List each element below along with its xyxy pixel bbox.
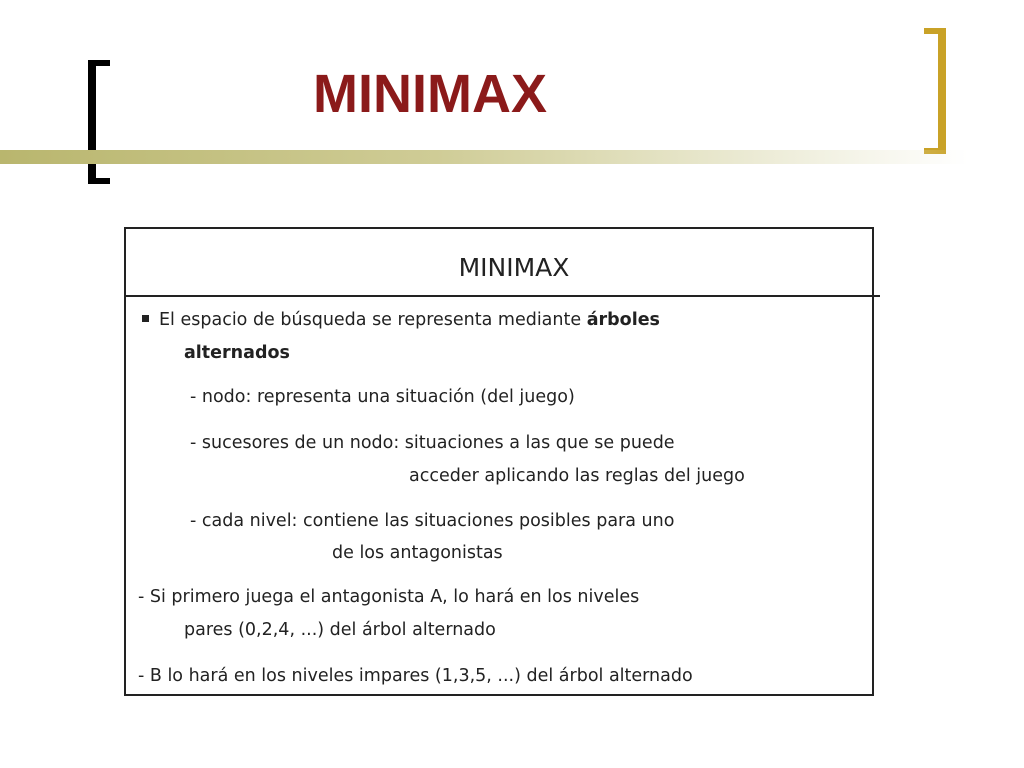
bullet-line-primero: - Si primero juega el antagonista A, lo hará en los niveles bbox=[138, 587, 640, 607]
content-box bbox=[124, 227, 874, 696]
title-underline-bar bbox=[0, 150, 968, 164]
bullet-line-1 bbox=[142, 309, 660, 331]
sub-line-sucesores: - sucesores de un nodo: situaciones a las que se puede bbox=[190, 433, 675, 453]
bullet-line-b: - B lo hará en los niveles impares (1,3,5, ...) del árbol alternado bbox=[138, 666, 693, 686]
sub-line-nodo: - nodo: representa una situación (del juego) bbox=[190, 387, 575, 407]
left-bracket-decoration bbox=[88, 60, 110, 184]
sub-line-nivel: - cada nivel: contiene las situaciones posibles para uno bbox=[190, 511, 675, 531]
box-title: MINIMAX bbox=[458, 253, 570, 282]
bullet-line-1-bold: árboles bbox=[586, 310, 660, 330]
slide-title: MINIMAX bbox=[313, 64, 547, 124]
sub-line-nivel-cont: de los antagonistas bbox=[332, 543, 503, 563]
bullet-line-primero-cont: pares (0,2,4, ...) del árbol alternado bbox=[184, 620, 496, 640]
sub-line-sucesores-cont: acceder aplicando las reglas del juego bbox=[409, 466, 745, 486]
square-bullet-icon bbox=[142, 315, 149, 322]
right-bracket-decoration bbox=[924, 28, 946, 154]
box-title-divider bbox=[126, 295, 880, 297]
bullet-line-2: alternados bbox=[184, 343, 290, 363]
bullet-line-1-text: El espacio de búsqueda se representa mediante bbox=[159, 310, 587, 330]
